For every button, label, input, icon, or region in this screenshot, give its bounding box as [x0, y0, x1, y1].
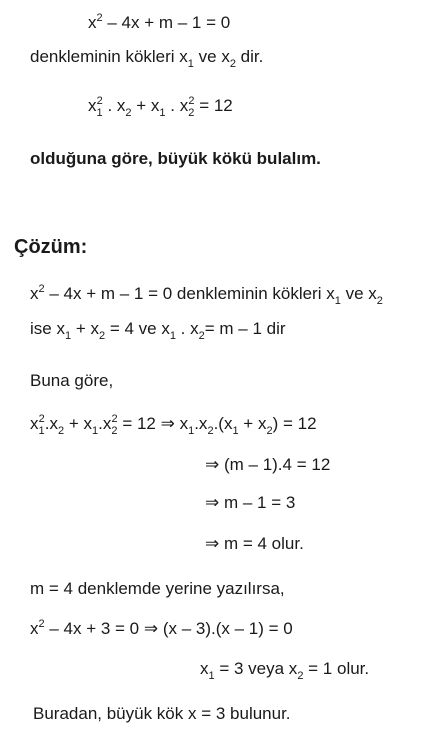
solution-step-1: $x_1^2.x_2 + x_1.x_2^2 = 12$ ⇒ $x_1.x_2.(x_1 + x_2) = 12$ — [30, 413, 317, 437]
problem-equation: $x^2 - 4x + m - 1 = 0$ — [88, 12, 231, 32]
roots-result: $x_1 = 3$ veya $x_2 = 1$ olur. — [200, 659, 370, 682]
substitute-text: m = 4 denklemde yerine yazılırsa, — [30, 579, 285, 598]
solution-step-2: ⇒ (m – 1).4 = 12 — [205, 455, 331, 474]
solution-heading: Çözüm: — [14, 236, 88, 258]
solution-line-1: $x^2 - 4x + m - 1 = 0$ denkleminin kökleri $x_1$ ve $x_2$ — [30, 283, 383, 307]
solution-line-2: ise $x_1 + x_2 = 4$ ve $x_1$ . $x_2= m - 1$ dir — [30, 319, 286, 342]
buna-gore-text: Buna göre, — [30, 371, 114, 390]
solution-step-3: ⇒ m – 1 = 3 — [205, 493, 296, 512]
problem-condition: $x_1^2$ . $x_2 + x_1$ . $x_2^2 = 12$ — [88, 95, 233, 119]
problem-roots-statement: denkleminin kökleri $x_1$ ve $x_2$ dir. — [30, 47, 264, 70]
conclusion-text: Buradan, büyük kök x = 3 bulunur. — [33, 704, 291, 723]
solution-step-4: ⇒ m = 4 olur. — [205, 534, 304, 553]
problem-task: olduğuna göre, büyük kökü bulalım. — [30, 149, 321, 168]
factor-equation: $x^2 - 4x + 3 = 0$ ⇒ (x – 3).(x – 1) = 0 — [30, 618, 293, 638]
